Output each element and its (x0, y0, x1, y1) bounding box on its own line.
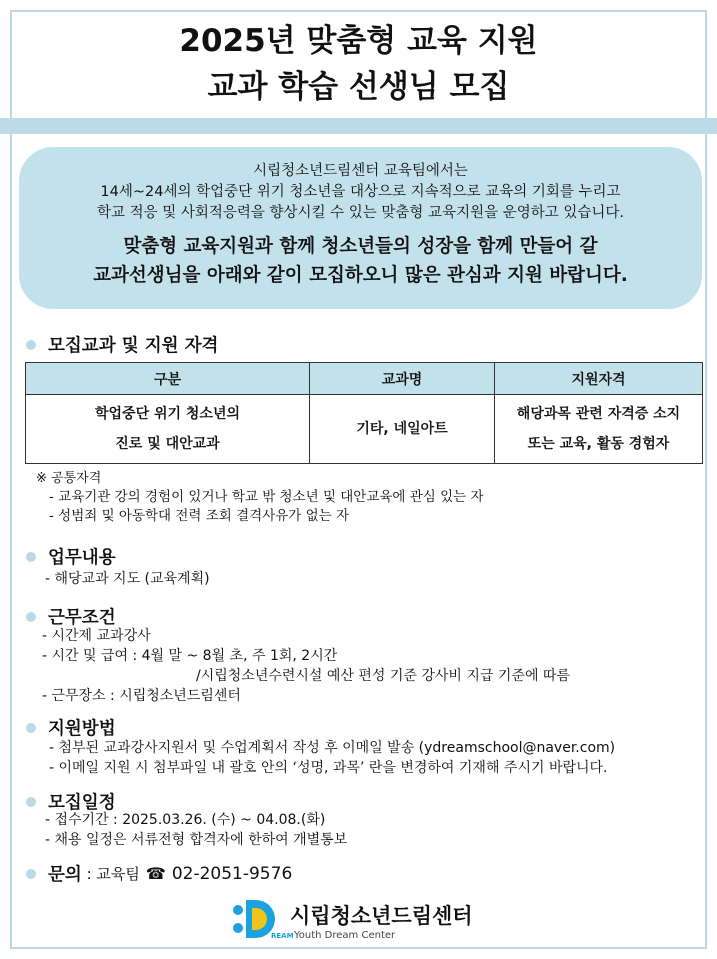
section-contact (26, 861, 292, 886)
common-item1: - 교육기관 강의 경험이 있거나 학교 밖 청소년 및 대안교육에 관심 있는 자 (49, 489, 484, 505)
conditions-item3: - 근무장소 : 시립청소년드림센터 (42, 688, 241, 704)
section-schedule-title: 모집일정 (48, 793, 116, 813)
bullet-icon (26, 612, 36, 622)
apply-item2: - 이메일 지원 시 첨부파일 내 괄호 안의 ‘성명, 과목’ 란을 변경하여 기재해 주시기 바랍니다. (49, 760, 608, 776)
apply-item1: - 첨부된 교과강사지원서 및 수업계획서 작성 후 이메일 발송 (ydreamschool@naver.com) (49, 740, 616, 756)
section-apply (26, 715, 116, 740)
bullet-icon (26, 552, 36, 562)
bullet-icon (26, 797, 36, 807)
phone-icon: ☎ (145, 864, 166, 883)
category-line1: 학업중단 위기 청소년의 (95, 406, 240, 422)
contact-phone: 02-2051-9576 (171, 863, 293, 884)
category-line2: 진로 및 대안교과 (115, 436, 220, 452)
conditions-item2b: /시립청소년수련시설 예산 편성 기준 강사비 지급 기준에 따름 (196, 668, 570, 684)
logo-ream: REAM (271, 932, 294, 940)
section-contact-title: 문의 (48, 865, 82, 885)
bullet-icon (26, 869, 36, 879)
section-work-title: 업무내용 (48, 548, 116, 568)
recruit-table (25, 362, 703, 464)
table-header-category: 구분 (26, 363, 310, 395)
bullet-icon (26, 340, 36, 350)
title-line2: 교과 학습 선생님 모집 (207, 69, 510, 105)
schedule-item1: - 접수기간 : 2025.03.26. (수) ~ 04.08.(화) (45, 812, 326, 828)
schedule-item2: - 채용 일정은 서류전형 합격자에 한하여 개별통보 (45, 832, 348, 848)
title-line1: 2025년 맞춤형 교육 지원 (179, 23, 538, 59)
intro-bold2: 교과선생님을 아래와 같이 모집하오니 많은 관심과 지원 바랍니다. (93, 265, 628, 286)
center-logo (232, 898, 492, 946)
section-recruit-title: 모집교과 및 지원 자격 (48, 336, 219, 356)
section-work (26, 544, 116, 569)
contact-team: 교육팀 (96, 865, 140, 883)
table-cell-qualification (495, 395, 703, 464)
common-heading: ※ 공통자격 (36, 471, 102, 486)
title-band (0, 118, 717, 134)
conditions-item2: - 시간 및 급여 : 4월 말 ~ 8월 초, 주 1회, 2시간 (42, 648, 338, 664)
table-header-qualification: 지원자격 (495, 363, 703, 395)
table-row (26, 395, 703, 464)
intro-line2: 14세~24세의 학업중단 위기 청소년을 대상으로 지속적으로 교육의 기회를 누리고 (100, 184, 621, 200)
conditions-item1: - 시간제 교과강사 (42, 628, 151, 644)
bullet-icon (26, 723, 36, 733)
intro-line1: 시립청소년드림센터 교육팀에서는 (253, 163, 468, 179)
qualification-line2: 또는 교육, 활동 경험자 (527, 436, 670, 452)
contact-separator: : (81, 864, 97, 883)
qualification-line1: 해당과목 관련 자격증 소지 (516, 406, 681, 422)
logo-sub: Youth Dream Center (294, 930, 396, 941)
section-recruit (26, 332, 218, 357)
table-cell-category (26, 395, 310, 464)
section-apply-title: 지원방법 (48, 719, 116, 739)
work-item1: - 해당교과 지도 (교육계획) (45, 571, 210, 587)
intro-line3: 학교 적응 및 사회적응력을 향상시킬 수 있는 맞춤형 교육지원을 운영하고 있습니다. (97, 205, 624, 221)
table-header-subject: 교과명 (310, 363, 495, 395)
intro-box (19, 147, 702, 309)
logo-name: 시립청소년드림센터 (290, 904, 473, 928)
common-item2: - 성범죄 및 아동학대 전력 조회 결격사유가 없는 자 (49, 508, 350, 524)
section-conditions-title: 근무조건 (48, 608, 116, 628)
table-cell-subject: 기타, 네일아트 (310, 395, 495, 464)
intro-bold1: 맞춤형 교육지원과 함께 청소년들의 성장을 함께 만들어 갈 (123, 236, 598, 257)
